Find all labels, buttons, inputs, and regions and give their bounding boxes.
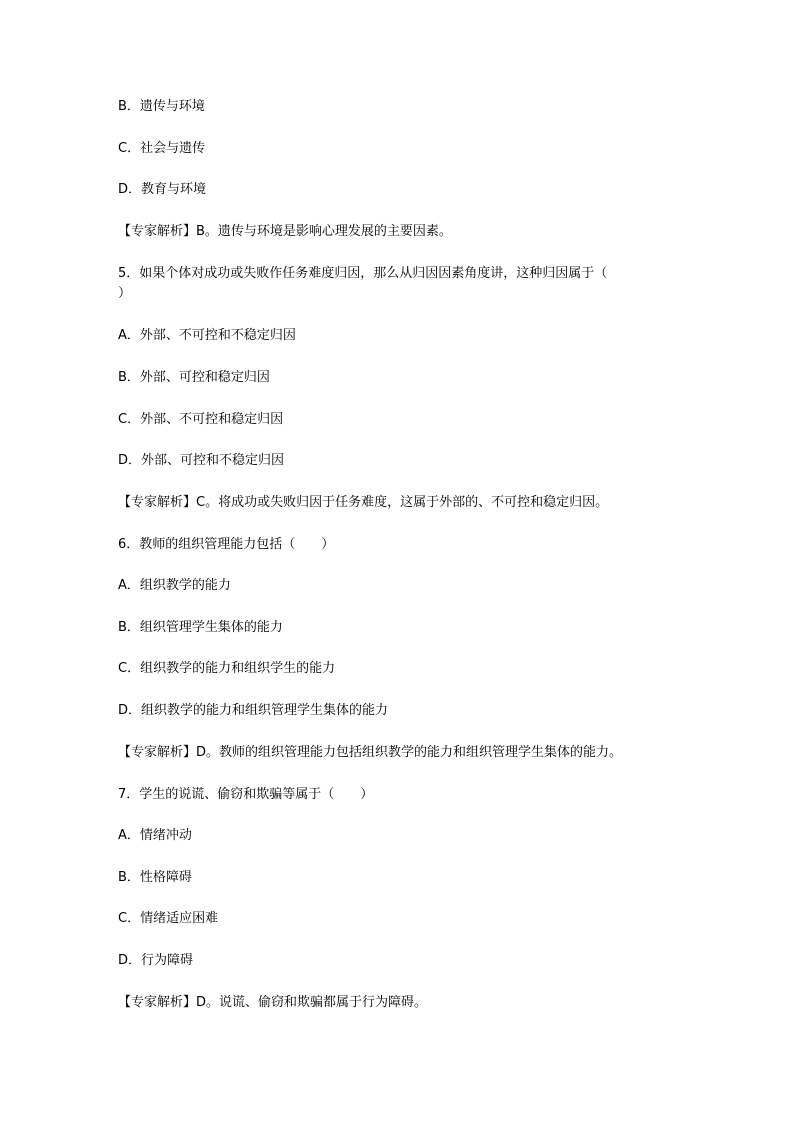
option-c-q4: C．社会与遗传: [118, 141, 206, 156]
option-a-q5: A．外部、不可控和不稳定归因: [118, 328, 296, 343]
option-c-q6: C．组织教学的能力和组织学生的能力: [118, 661, 336, 676]
option-d-q7: D．行为障碍: [118, 953, 194, 968]
option-c-q7: C．情绪适应困难: [118, 911, 219, 926]
question-6: 6．教师的组织管理能力包括（ ）: [118, 537, 335, 552]
question-7: 7．学生的说谎、偷窃和欺骗等属于（ ）: [118, 787, 374, 802]
option-d-q6: D．组织教学的能力和组织管理学生集体的能力: [118, 703, 389, 718]
option-d-q4: D．教育与环境: [118, 182, 207, 197]
expert-analysis-q4: 【专家解析】B。遗传与环境是影响心理发展的主要因素。: [118, 224, 452, 239]
question-5-cont: ）: [118, 286, 132, 301]
option-a-q7: A．情绪冲动: [118, 828, 192, 843]
option-b-q6: B．组织管理学生集体的能力: [118, 620, 283, 635]
expert-analysis-q5: 【专家解析】C。将成功或失败归因于任务难度，这属于外部的、不可控和稳定归因。: [118, 495, 609, 510]
question-5: 5．如果个体对成功或失败作任务难度归因，那么从归因因素角度讲，这种归因属于（: [118, 266, 608, 281]
expert-analysis-q7: 【专家解析】D。说谎、偷窃和欺骗都属于行为障碍。: [118, 995, 428, 1010]
option-d-q5: D．外部、可控和不稳定归因: [118, 453, 285, 468]
option-a-q6: A．组织教学的能力: [118, 578, 231, 593]
option-b-q4: B．遗传与环境: [118, 99, 205, 114]
option-c-q5: C．外部、不可控和稳定归因: [118, 412, 284, 427]
option-b-q7: B．性格障碍: [118, 870, 192, 885]
expert-analysis-q6: 【专家解析】D。教师的组织管理能力包括组织教学的能力和组织管理学生集体的能力。: [118, 745, 623, 760]
option-b-q5: B．外部、可控和稳定归因: [118, 370, 270, 385]
